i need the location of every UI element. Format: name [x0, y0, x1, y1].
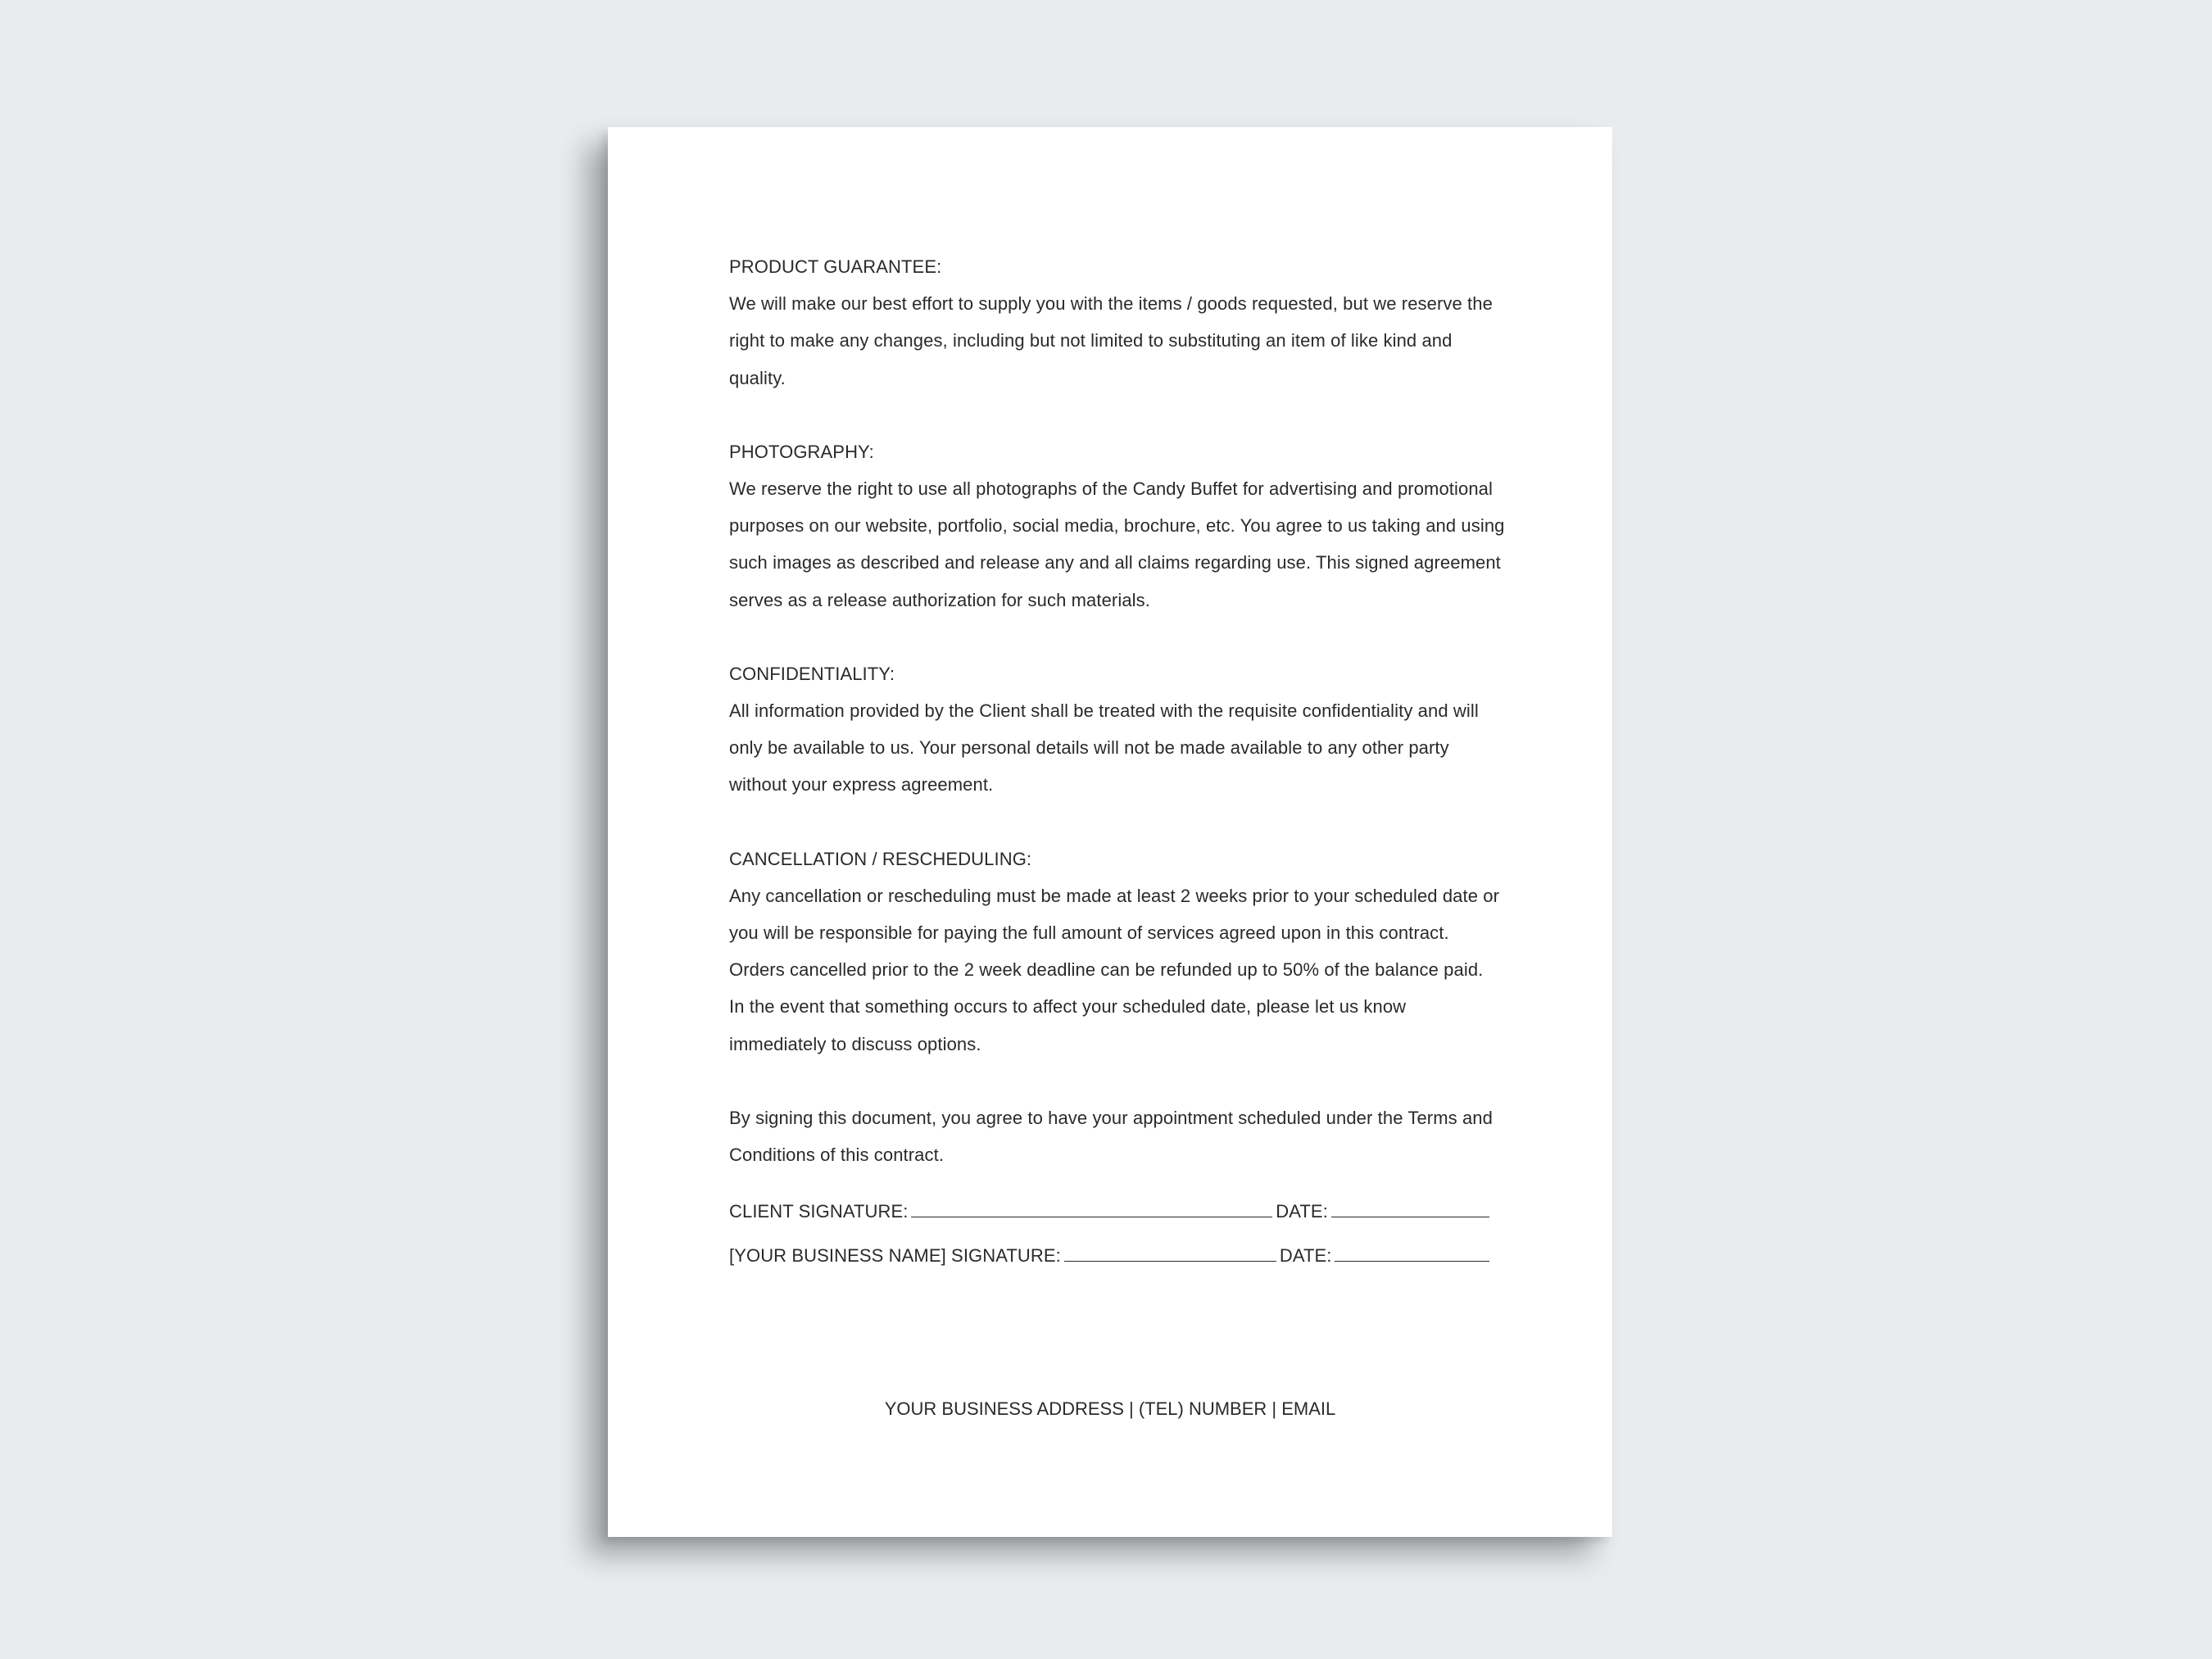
- section-cancellation: [729, 841, 1507, 1063]
- section-heading: CANCELLATION / RESCHEDULING:: [729, 848, 1032, 869]
- section-paragraph: All information provided by the Client shall be treated with the requisite confidentiality and will only be available to us. Your personal details will not be made available to any other party without your express agreement.: [729, 700, 1479, 796]
- client-signature-row: [729, 1190, 1489, 1234]
- section-heading: PHOTOGRAPHY:: [729, 441, 874, 462]
- client-signature-line[interactable]: [911, 1202, 1272, 1217]
- section-paragraph: Any cancellation or rescheduling must be made at least 2 weeks prior to your scheduled date or you will be responsible for paying the full amount of services agreed upon in this contract. Orders cancelled prior to the 2 week deadline can be refunded up to 50% of the balance paid.: [729, 885, 1500, 981]
- business-date-label: DATE:: [1279, 1245, 1332, 1267]
- document-page: [608, 127, 1612, 1537]
- business-signature-label: [YOUR BUSINESS NAME] SIGNATURE:: [729, 1245, 1061, 1267]
- client-date-line[interactable]: [1331, 1202, 1489, 1217]
- section-paragraph: In the event that something occurs to affect your scheduled date, please let us know immediately to discuss options.: [729, 996, 1407, 1054]
- agreement-text: By signing this document, you agree to have your appointment scheduled under the Terms and Conditions of this contract.: [729, 1107, 1493, 1166]
- section-paragraph: We will make our best effort to supply you with the items / goods requested, but we reserve the right to make any changes, including but not limited to substituting an item of like kind and quality.: [729, 293, 1493, 388]
- section-photography: [729, 433, 1507, 619]
- section-product-guarantee: [729, 248, 1507, 397]
- footer-contact: YOUR BUSINESS ADDRESS | (TEL) NUMBER | EMAIL: [884, 1398, 1336, 1419]
- client-signature-label: CLIENT SIGNATURE:: [729, 1201, 909, 1222]
- client-date-label: DATE:: [1276, 1201, 1328, 1222]
- business-signature-line[interactable]: [1064, 1246, 1276, 1262]
- document-body: [729, 238, 1507, 1278]
- section-paragraph: We reserve the right to use all photographs of the Candy Buffet for advertising and promotional purposes on our website, portfolio, social media, brochure, etc. You agree to us taking and using such images as described and release any and all claims regarding use. This signed agreement serves as a release authorization for such materials.: [729, 478, 1505, 610]
- section-heading: CONFIDENTIALITY:: [729, 663, 895, 684]
- business-date-line[interactable]: [1335, 1246, 1489, 1262]
- section-heading: PRODUCT GUARANTEE:: [729, 256, 942, 277]
- business-signature-row: [729, 1234, 1489, 1278]
- section-confidentiality: [729, 655, 1507, 804]
